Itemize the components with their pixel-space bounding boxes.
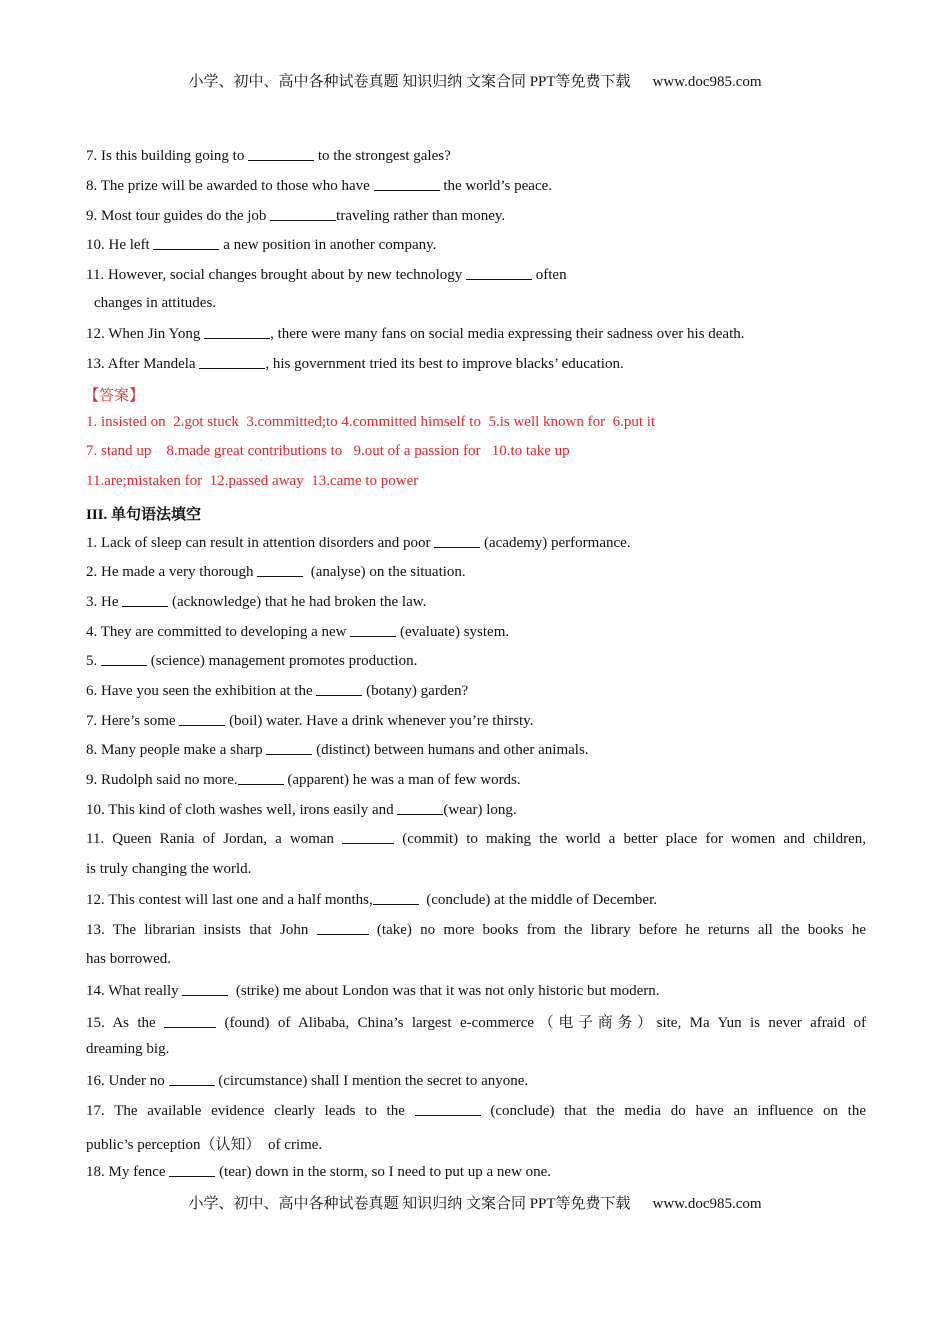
question-3-17-cont: public’s perception（认知） of crime. <box>86 1137 323 1153</box>
question-3-14: 14. What really (strike) me about London was that it was not only historic but modern. <box>86 983 660 999</box>
answer-blank <box>199 354 265 369</box>
answer-blank <box>316 681 362 696</box>
answer-blank <box>342 829 394 844</box>
header-site[interactable]: www.doc985.com <box>652 74 762 90</box>
question-3-11-cont: is truly changing the world. <box>86 861 252 877</box>
question-3-2: 2. He made a very thorough (analyse) on the situation. <box>86 564 466 580</box>
question-2-11: 11. However, social changes brought about by new technology often <box>86 267 567 283</box>
question-2-9: 9. Most tour guides do the job traveling rather than money. <box>86 208 506 224</box>
question-3-13: 13. The librarian insists that John (take) no more books from the library before he returns all the books he <box>86 922 866 938</box>
answer-blank <box>374 176 440 191</box>
footer-text: 小学、初中、高中各种试卷真题 知识归纳 文案合同 PPT等免费下载 <box>188 1196 631 1212</box>
answer-blank <box>317 920 369 935</box>
question-3-16: 16. Under no (circumstance) shall I mention the secret to anyone. <box>86 1073 529 1089</box>
question-3-15: 15. As the (found) of Alibaba, China’s largest e-commerce（电子商务）site, Ma Yun is never afraid of <box>86 1015 866 1031</box>
footer-site[interactable]: www.doc985.com <box>652 1196 762 1212</box>
question-2-11-cont: changes in attitudes. <box>94 295 217 311</box>
answer-blank <box>350 622 396 637</box>
answer-blank <box>257 562 303 577</box>
answer-line-3: 11.are;mistaken for 12.passed away 13.came to power <box>86 473 419 489</box>
question-3-11: 11. Queen Rania of Jordan, a woman (commit) to making the world a better place for women and children, <box>86 831 866 847</box>
answer-blank <box>373 890 419 905</box>
answer-line-2: 7. stand up 8.made great contributions to 9.out of a passion for 10.to take up <box>86 443 570 459</box>
answer-blank <box>122 592 168 607</box>
question-2-8: 8. The prize will be awarded to those who have the world’s peace. <box>86 178 553 194</box>
question-3-17: 17. The available evidence clearly leads to the (conclude) that the media do have an influence on the <box>86 1103 866 1119</box>
answer-blank <box>153 235 219 250</box>
answer-blank <box>415 1101 481 1116</box>
answer-heading: 【答案】 <box>84 388 145 404</box>
question-3-15-cont: dreaming big. <box>86 1041 170 1057</box>
answer-blank <box>466 265 532 280</box>
question-3-9: 9. Rudolph said no more. (apparent) he was a man of few words. <box>86 772 521 788</box>
question-3-13-cont: has borrowed. <box>86 951 171 967</box>
question-3-10: 10. This kind of cloth washes well, irons easily and (wear) long. <box>86 802 517 818</box>
answer-line-1: 1. insisted on 2.got stuck 3.committed;to 4.committed himself to 5.is well known for 6.put it <box>86 414 656 430</box>
question-3-1: 1. Lack of sleep can result in attention disorders and poor (academy) performance. <box>86 535 631 551</box>
question-2-10: 10. He left a new position in another company. <box>86 237 437 253</box>
question-2-7: 7. Is this building going to to the strongest gales? <box>86 148 451 164</box>
answer-blank <box>238 770 284 785</box>
answer-blank <box>169 1071 215 1086</box>
question-3-4: 4. They are committed to developing a new (evaluate) system. <box>86 624 510 640</box>
page-header <box>0 70 950 91</box>
answer-blank <box>204 324 270 339</box>
question-3-18: 18. My fence (tear) down in the storm, so I need to put up a new one. <box>86 1164 552 1180</box>
question-2-12: 12. When Jin Yong , there were many fans on social media expressing their sadness over his death. <box>86 326 745 342</box>
question-3-8: 8. Many people make a sharp (distinct) between humans and other animals. <box>86 742 589 758</box>
answer-blank <box>179 711 225 726</box>
question-2-13: 13. After Mandela , his government tried its best to improve blacks’ education. <box>86 356 624 372</box>
answer-blank <box>266 740 312 755</box>
header-text: 小学、初中、高中各种试卷真题 知识归纳 文案合同 PPT等免费下载 <box>188 74 631 90</box>
question-3-3: 3. He (acknowledge) that he had broken the law. <box>86 594 427 610</box>
section-title: III. 单句语法填空 <box>86 507 202 523</box>
answer-blank <box>270 206 336 221</box>
answer-blank <box>397 800 443 815</box>
answer-blank <box>434 533 480 548</box>
answer-blank <box>164 1013 216 1028</box>
question-3-5: 5. (science) management promotes production. <box>86 653 418 669</box>
answer-blank <box>248 146 314 161</box>
question-3-7: 7. Here’s some (boil) water. Have a drink whenever you’re thirsty. <box>86 713 534 729</box>
answer-blank <box>182 981 228 996</box>
question-3-6: 6. Have you seen the exhibition at the (botany) garden? <box>86 683 469 699</box>
answer-blank <box>169 1162 215 1177</box>
answer-blank <box>101 651 147 666</box>
page-footer <box>0 1192 950 1213</box>
question-3-12: 12. This contest will last one and a half months, (conclude) at the middle of December. <box>86 892 658 908</box>
